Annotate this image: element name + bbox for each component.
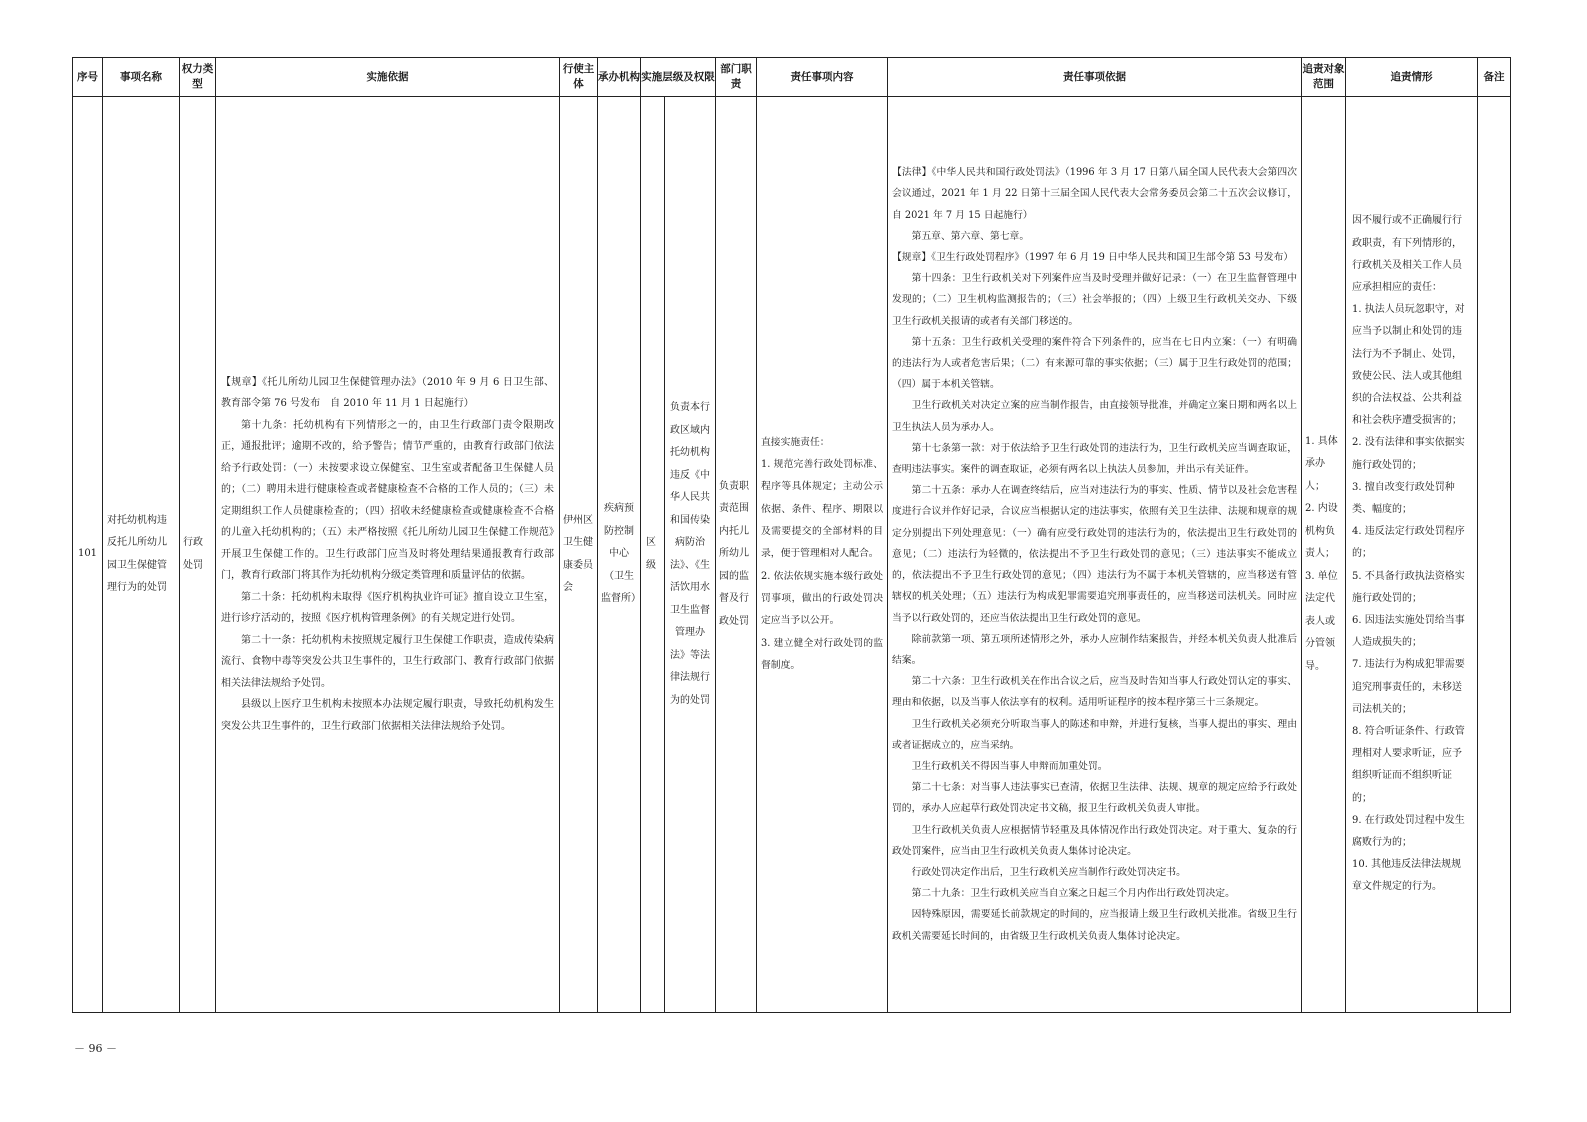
cell-scope [1302, 97, 1346, 1013]
header-dept-duty: 部门职责 [716, 58, 757, 97]
header-level: 实施层级及权限 [641, 58, 716, 97]
resp-content-3: 3. 建立健全对行政处罚的监督制度。 [761, 637, 883, 671]
header-seq: 序号 [73, 58, 103, 97]
basis-title: 【规章】《托儿所幼儿园卫生保健管理办法》（2010 年 9 月 6 日卫生部、教育部令第 76 号发布 自 2010 年 11 月 1 日起施行） [221, 376, 554, 410]
situation-6: 6. 因违法实施处罚给当事人造成损失的； [1352, 615, 1465, 649]
situation-9: 9. 在行政处罚过程中发生腐败行为的； [1352, 814, 1465, 849]
resp-basis-16: 因特殊原因，需要延长前款规定的时间的，应当报请上级卫生行政机关批准。省级卫生行政机关需要延长时间的，由省级卫生行政机关负责人集体讨论决定。 [892, 909, 1297, 942]
cell-agency: 疾病预防控制中心（卫生监督所） [598, 97, 641, 1013]
header-row [73, 58, 1511, 97]
resp-basis-5: 卫生行政机关对决定立案的应当制作报告，由直接领导批准，并确定立案日期和两名以上卫生执法人员为承办人。 [892, 400, 1297, 433]
situation-5: 5. 不具备行政执法资格实施行政处罚的； [1352, 570, 1465, 604]
situation-1: 1. 执法人员玩忽职守，对应当予以制止和处罚的违法行为不予制止、处罚，致使公民、法人或其他组织的合法权益、公共利益和社会秩序遭受损害的； [1352, 304, 1465, 427]
cell-basis [216, 97, 560, 1013]
resp-basis-15: 第二十九条：卫生行政机关应当自立案之日起三个月内作出行政处罚决定。 [911, 888, 1235, 900]
resp-basis-0: 【法律】《中华人民共和国行政处罚法》（1996 年 3 月 17 日第八届全国人民代表大会第四次会议通过，2021 年 1 月 22 日第十三届全国人民代表大会常务委员会第二十五次会议修订，自 2021 年 7 月 15 日起施行） [892, 167, 1297, 221]
cell-situations [1346, 97, 1478, 1013]
header-item-name: 事项名称 [103, 58, 180, 97]
resp-basis-2: 【规章】《卫生行政处罚程序》（1997 年 6 月 19 日中华人民共和国卫生部令第 53 号发布） [892, 252, 1294, 264]
situation-2: 2. 没有法律和事实依据实施行政处罚的； [1352, 437, 1465, 471]
basis-article-19: 第十九条：托幼机构有下列情形之一的，由卫生行政部门责令限期改正，通报批评；逾期不改的，给予警告；情节严重的，由教育行政部门依法给予行政处罚：（一）未按要求设立保健室、卫生室或者配备卫生保健人员的；（二）聘用未进行健康检查或者健康检查不合格的工作人员的；（三）未定期组织工作人员健康检查的；（四）招收未经健康检查或健康检查不合格的儿童入托幼机构的；（五）未严格按照《托儿所幼儿园卫生保健工作规范》开展卫生保健工作的。卫生行政部门应当及时将处理结果通报教育行政部门，教育行政部门将其作为托幼机构分级定类管理和质量评估的依据。 [221, 419, 554, 582]
header-power-type: 权力类型 [180, 58, 216, 97]
header-remarks: 备注 [1478, 58, 1511, 97]
resp-basis-7: 第二十五条：承办人在调查终结后，应当对违法行为的事实、性质、情节以及社会危害程度进行合议并作好记录，合议应当根据认定的违法事实，依照有关卫生法律、法规和规章的规定分别提出下列处理意见：（一）确有应受行政处罚的违法行为的，依法提出卫生行政处罚的意见；（二）违法行为轻微的，依法提出不予卫生行政处罚的意见；（三）违法事实不能成立的，依法提出不予卫生行政处罚的意见；（四）违法行为不属于本机关管辖的，应当移送有管辖权的机关处理；（五）违法行为构成犯罪需要追究刑事责任的，应当移送司法机关。同时应当予以行政处罚的，还应当依法提出卫生行政处罚的意见。 [892, 485, 1297, 624]
resp-basis-8: 除前款第一项、第五项所述情形之外，承办人应制作结案报告，并经本机关负责人批准后结案。 [892, 633, 1297, 666]
basis-article-20: 第二十条：托幼机构未取得《医疗机构执业许可证》擅自设立卫生室，进行诊疗活动的，按照《医疗机构管理条例》的有关规定进行处罚。 [221, 591, 554, 625]
situation-intro: 因不履行或不正确履行行政职责，有下列情形的，行政机关及相关工作人员应承担相应的责任： [1352, 215, 1462, 293]
scope-item-2: 2. 内设机构负责人； [1305, 503, 1338, 560]
resp-basis-11: 卫生行政机关不得因当事人申辩而加重处罚。 [911, 760, 1108, 772]
cell-level: 区级 [641, 97, 665, 1013]
cell-remarks [1478, 97, 1511, 1013]
header-basis: 实施依据 [216, 58, 560, 97]
resp-basis-9: 第二十六条：卫生行政机关在作出合议之后，应当及时告知当事人行政处罚认定的事实、理由和依据，以及当事人依法享有的权利。适用听证程序的按本程序第三十三条规定。 [892, 676, 1297, 709]
header-subject: 行使主体 [560, 58, 598, 97]
header-resp-content: 责任事项内容 [757, 58, 888, 97]
cell-resp-content [757, 97, 888, 1013]
cell-power-type: 行政处罚 [180, 97, 216, 1013]
cell-seq: 101 [73, 97, 103, 1013]
page-number: － 96 － [74, 1042, 117, 1055]
resp-basis-10: 卫生行政机关必须充分听取当事人的陈述和申辩，并进行复核，当事人提出的事实、理由或者证据成立的，应当采纳。 [892, 718, 1297, 751]
header-agency: 承办机构 [598, 58, 641, 97]
situation-8: 8. 符合听证条件、行政管理相对人要求听证，应予组织听证而不组织听证的； [1352, 726, 1465, 804]
resp-basis-13: 卫生行政机关负责人应根据情节轻重及具体情况作出行政处罚决定。对于重大、复杂的行政处罚案件，应当由卫生行政机关负责人集体讨论决定。 [892, 824, 1297, 857]
resp-basis-6: 第十七条第一款：对于依法给予卫生行政处罚的违法行为，卫生行政机关应当调查取证，查明违法事实。案件的调查取证，必须有两名以上执法人员参加，并出示有关证件。 [892, 442, 1297, 476]
resp-basis-3: 第十四条：卫生行政机关对下列案件应当及时受理并做好记录：（一）在卫生监督管理中发现的；（二）卫生机构监测报告的；（三）社会举报的；（四）上级卫生行政机关交办、下级卫生行政机关报请的或者有关部门移送的。 [892, 273, 1297, 327]
basis-article-21-b: 县级以上医疗卫生机构未按照本办法规定履行职责，导致托幼机构发生突发公共卫生事件的，卫生行政部门依据相关法律法规给予处罚。 [221, 699, 554, 732]
resp-basis-4: 第十五条：卫生行政机关受理的案件符合下列条件的，应当在七日内立案：（一）有明确的违法行为人或者危害后果；（二）有来源可靠的事实依据；（三）属于卫生行政处罚的范围；（四）属于本机关管辖。 [892, 336, 1297, 391]
basis-article-21: 第二十一条：托幼机构未按照规定履行卫生保健工作职责，造成传染病流行、食物中毒等突发公共卫生事件的，卫生行政部门、教育行政部门依据相关法律法规给予处罚。 [221, 634, 554, 689]
scope-item-3: 3. 单位法定代表人或分管领导。 [1305, 570, 1338, 672]
header-resp-basis: 责任事项依据 [888, 58, 1302, 97]
resp-content-2: 2. 依法依规实施本级行政处罚事项，做出的行政处罚决定应当予以公开。 [761, 570, 883, 627]
situation-4: 4. 违反法定行政处罚程序的； [1352, 526, 1465, 560]
cell-subject: 伊州区卫生健康委员会 [560, 97, 598, 1013]
resp-basis-12: 第二十七条：对当事人违法事实已查清，依据卫生法律、法规、规章的规定应给予行政处罚的，承办人应起草行政处罚决定书文稿，报卫生行政机关负责人审批。 [892, 782, 1297, 815]
header-situations: 追责情形 [1346, 58, 1478, 97]
resp-basis-14: 行政处罚决定作出后，卫生行政机关应当制作行政处罚决定书。 [911, 866, 1186, 878]
header-scope: 追责对象范围 [1302, 58, 1346, 97]
resp-content-1: 1. 规范完善行政处罚标准、程序等具体规定；主动公示依据、条件、程序、期限以及需要提交的全部材料的目录，便于管理相对人配合。 [761, 459, 883, 560]
situation-3: 3. 擅自改变行政处罚种类、幅度的； [1352, 481, 1455, 515]
resp-basis-1: 第五章、第六章、第七章。 [911, 230, 1030, 242]
scope-item-1: 1. 具体承办人； [1305, 435, 1338, 492]
cell-item-name: 对托幼机构违反托儿所幼儿园卫生保健管理行为的处罚 [103, 97, 180, 1013]
resp-content-0: 直接实施责任： [761, 436, 830, 448]
cell-authority: 负责本行政区域内托幼机构违反《中华人民共和国传染病防治法》、《生活饮用水卫生监督管理办法》等法律法规行为的处罚 [665, 97, 716, 1013]
situation-10: 10. 其他违反法律法规规章文件规定的行为。 [1352, 859, 1462, 893]
accountability-table [72, 57, 1511, 1013]
table-row [73, 97, 1511, 1013]
cell-dept-duty: 负责职责范围内托儿所幼儿园的监督及行政处罚 [716, 97, 757, 1013]
situation-7: 7. 违法行为构成犯罪需要追究刑事责任的，未移送司法机关的； [1352, 659, 1465, 715]
cell-resp-basis [888, 97, 1302, 1013]
